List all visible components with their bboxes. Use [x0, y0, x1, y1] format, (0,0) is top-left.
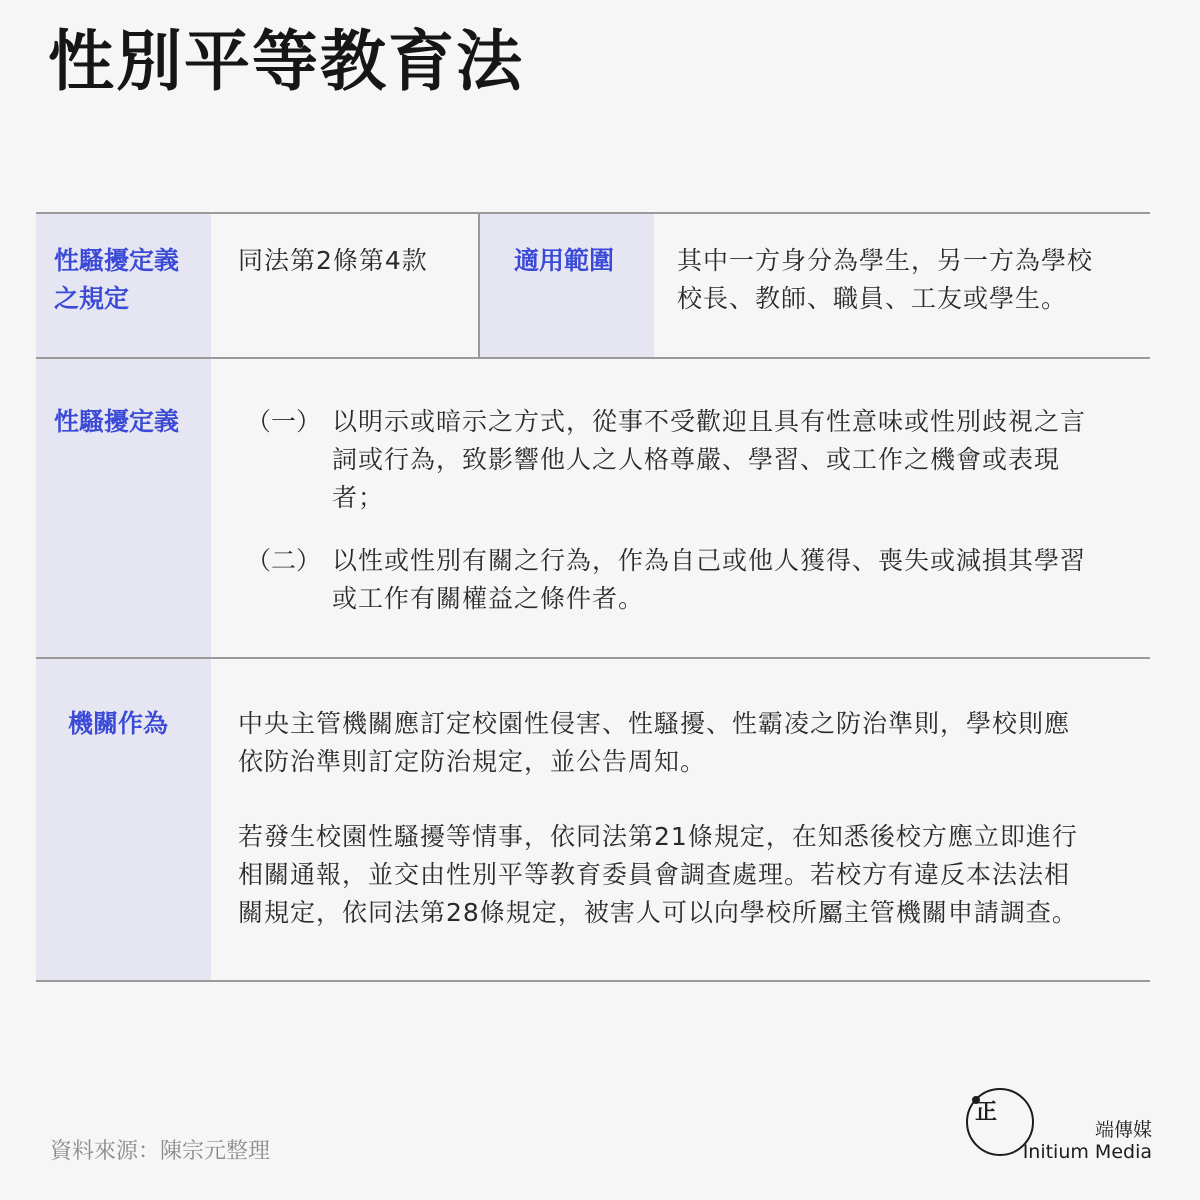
- row3-label: 機關作為: [68, 709, 169, 738]
- logo-glyph: 正: [975, 1100, 998, 1125]
- scope-value-line: 校長、教師、職員、工友或學生。: [677, 284, 1068, 313]
- definition-line: 詞或行為，致影響他人之人格尊嚴、學習、或工作之機會或表現: [332, 445, 1061, 474]
- definition-item: [332, 542, 1150, 618]
- definition-item: [332, 403, 1150, 517]
- page-title: 性別平等教育法: [48, 23, 524, 100]
- agency-paragraph-2: [238, 818, 1150, 932]
- scope-value: [677, 242, 1150, 318]
- row1-value: 同法第2條第4款: [238, 246, 428, 275]
- brand-name-en: Initium Media: [1022, 1141, 1152, 1163]
- table-bottom-rule: [36, 980, 1150, 982]
- agency-line: 若發生校園性騷擾等情事，依同法第21條規定，在知悉後校方應立即進行: [238, 822, 1078, 851]
- definition-item-number: （一）: [246, 407, 322, 436]
- row1-label-line: 性騷擾定義: [54, 246, 180, 275]
- row1-scope-label-cell: [480, 214, 654, 357]
- row1-divider: [478, 214, 480, 357]
- row1-label: [54, 242, 179, 318]
- scope-value-line: 其中一方身分為學生，另一方為學校: [677, 246, 1094, 275]
- brand-name-zh: 端傳媒: [1094, 1119, 1152, 1141]
- row1-label-line: 之規定: [54, 284, 130, 313]
- definition-line: 以性或性別有關之行為，作為自己或他人獲得、喪失或減損其學習: [332, 546, 1087, 575]
- row2-label: 性騷擾定義: [54, 407, 180, 436]
- definition-line: 或工作有關權益之條件者。: [332, 584, 645, 613]
- agency-line: 依防治準則訂定防治規定，並公告周知。: [238, 747, 707, 776]
- definition-line: 者；: [332, 483, 385, 512]
- source-note: 資料來源：陳宗元整理: [50, 1139, 271, 1164]
- agency-line: 關規定，依同法第28條規定，被害人可以向學校所屬主管機關申請調查。: [238, 898, 1078, 927]
- definition-item-number: （二）: [246, 546, 322, 575]
- agency-line: 中央主管機關應訂定校園性侵害、性騷擾、性霸凌之防治準則，學校則應: [238, 709, 1071, 738]
- agency-paragraph-1: [238, 705, 1150, 781]
- agency-line: 相關通報，並交由性別平等教育委員會調查處理。若校方有違反本法法相: [238, 860, 1071, 889]
- scope-label: 適用範圍: [514, 246, 615, 275]
- definition-line: 以明示或暗示之方式，從事不受歡迎且具有性意味或性別歧視之言: [332, 407, 1087, 436]
